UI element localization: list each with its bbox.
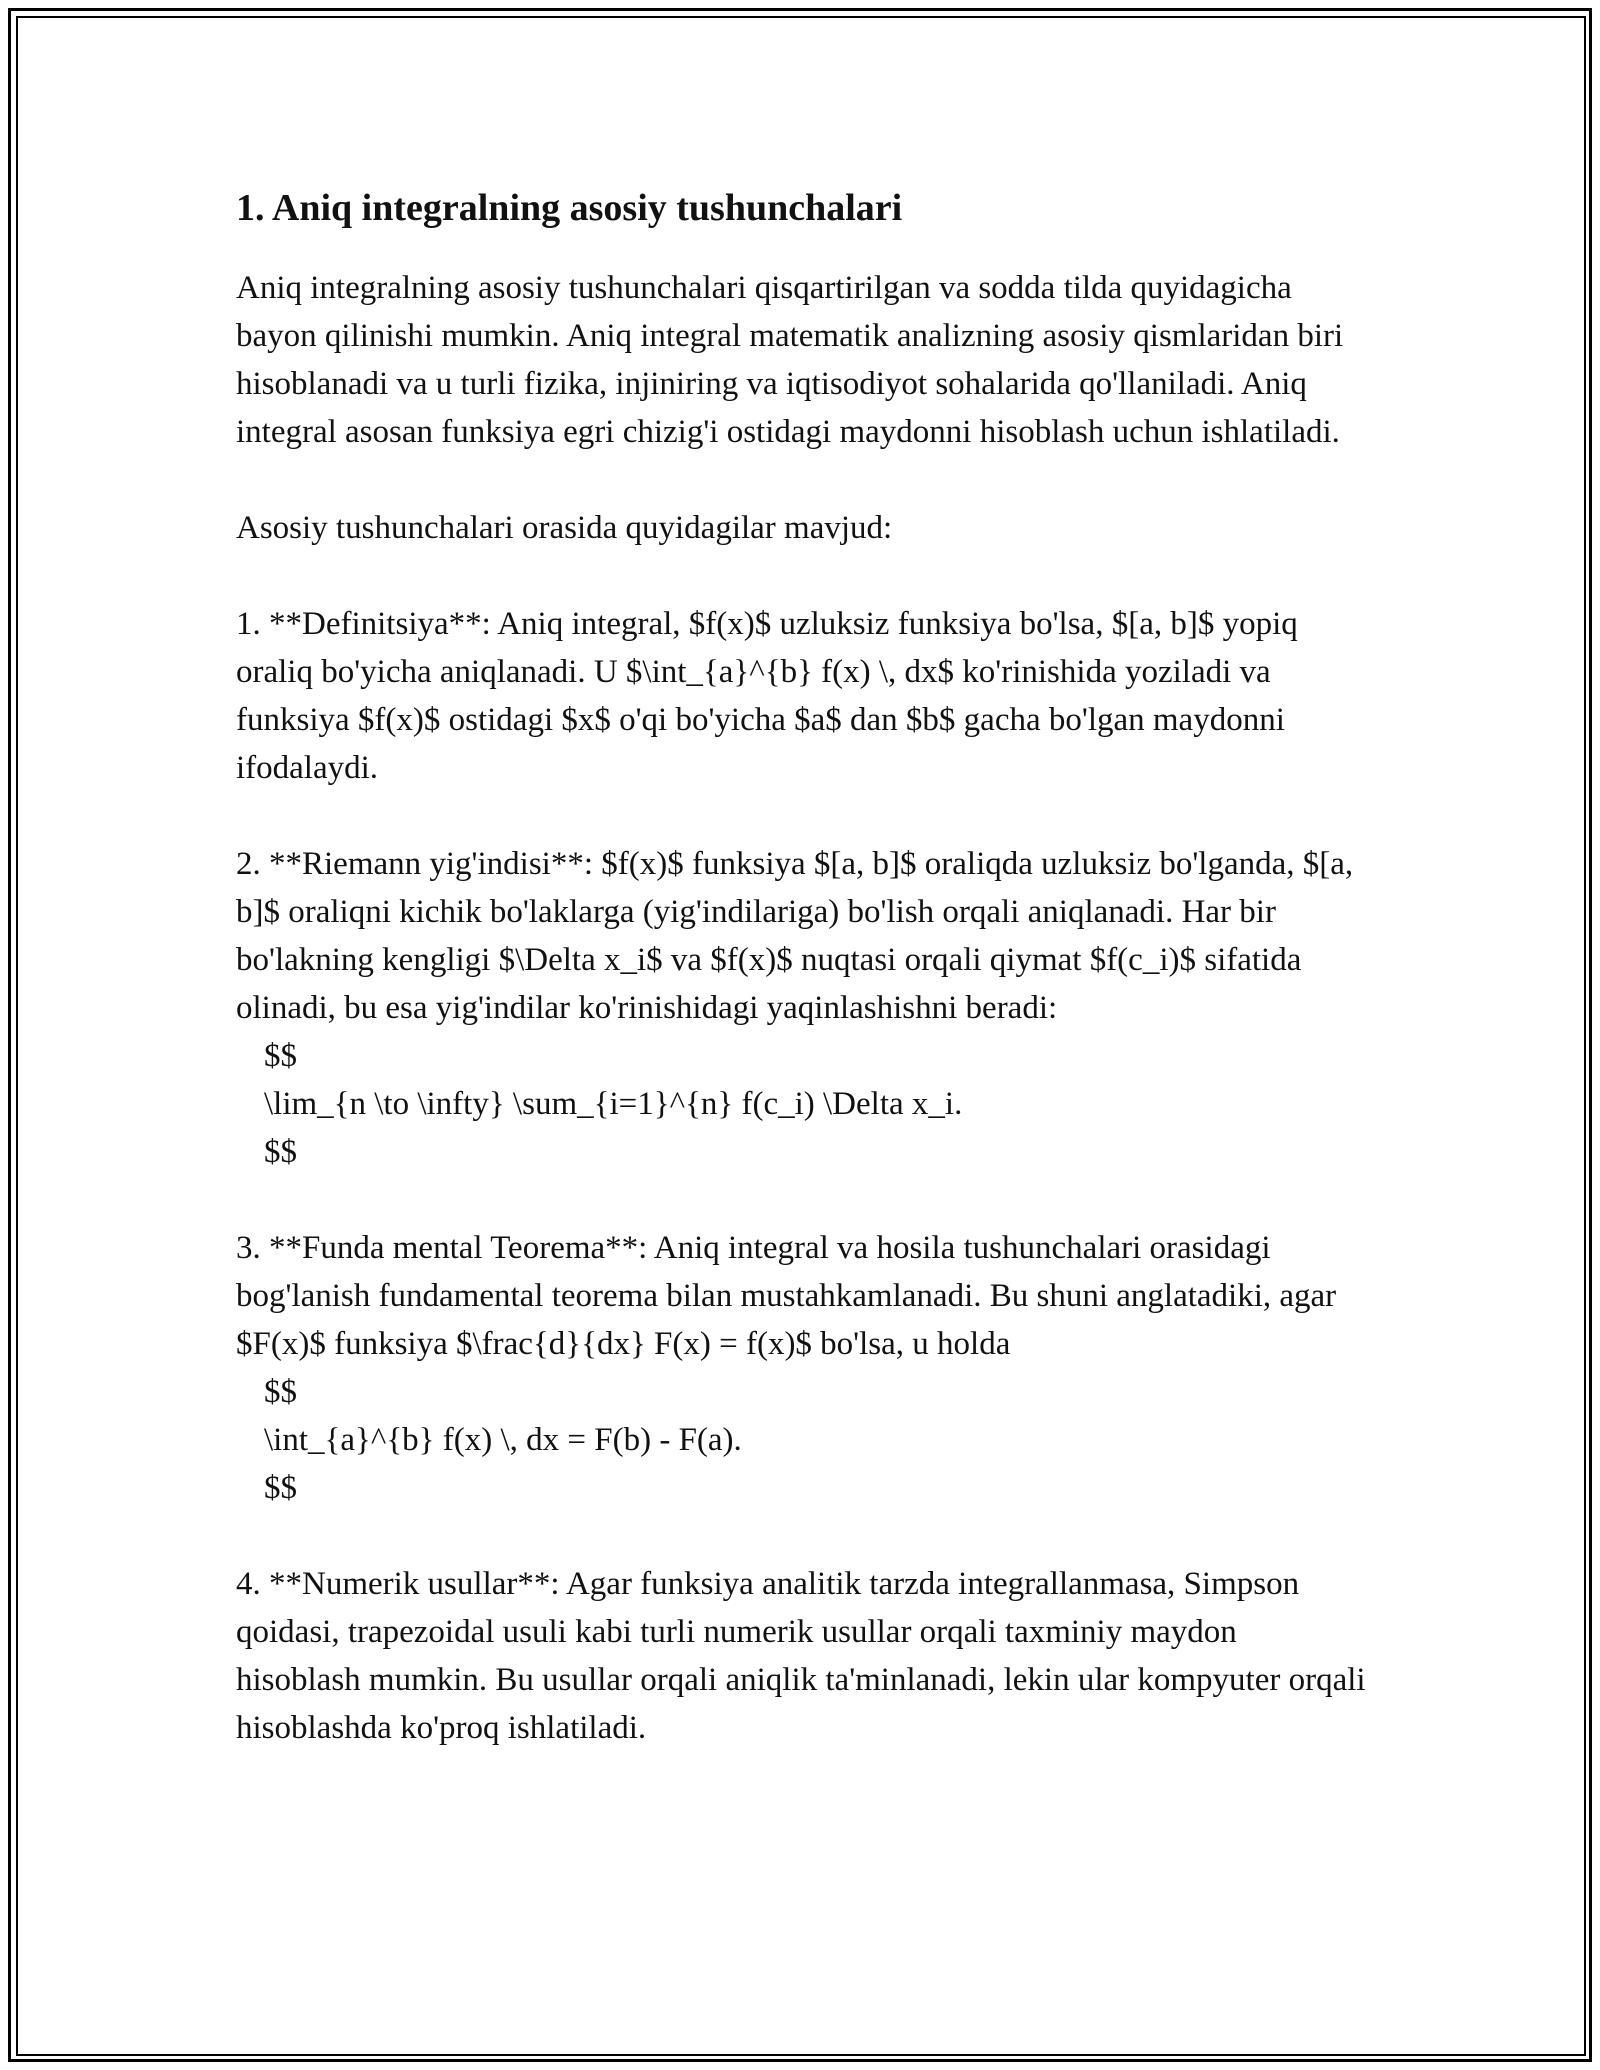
math-expression: \int_{a}^{b} f(x) \, dx = F(b) - F(a). <box>264 1421 742 1458</box>
item-fundamental-block <box>236 1224 1366 1512</box>
item-numeric-methods: 4. **Numerik usullar**: Agar funksiya analitik tarzda integrallanmasa, Simpson qoidasi, trapezoidal usuli kabi turli numerik usullar orqali taxminiy maydon hisoblash mumkin. Bu usullar orqali aniqlik ta'minlanadi, lekin ular kompyuter orqali hisoblashda ko'proq ishlatiladi. <box>236 1565 1366 1746</box>
math-delimiter-close: $$ <box>264 1469 297 1506</box>
document-body <box>236 186 1366 1800</box>
item-fundamental-theorem: 3. **Funda mental Teorema**: Aniq integral va hosila tushunchalari orasidagi bog'lanish fundamental teorema bilan mustahkamlanadi. Bu shuni anglatadiki, agar $F(x)$ funksiya $\frac{d}{dx} F(x) = f(x)$ bo'lsa, u holda <box>236 1229 1337 1362</box>
item-riemann-block <box>236 840 1366 1176</box>
intro-paragraph: Aniq integralning asosiy tushunchalari qisqartirilgan va sodda tilda quyidagicha bayon qilinishi mumkin. Aniq integral matematik analizning asosiy qismlaridan biri hisoblanadi va u turli fizika, injiniring va iqtisodiyot sohalarida qo'llaniladi. Aniq integral asosan funksiya egri chizig'i ostidagi maydonni hisoblash uchun ishlatiladi. <box>236 269 1344 450</box>
list-intro-paragraph: Asosiy tushunchalari orasida quyidagilar mavjud: <box>236 509 893 546</box>
math-delimiter-close: $$ <box>264 1133 297 1170</box>
math-delimiter-open: $$ <box>264 1037 297 1074</box>
item-riemann: 2. **Riemann yig'indisi**: $f(x)$ funksiya $[a, b]$ oraliqda uzluksiz bo'lganda, $[a, b]$ oraliqni kichik bo'laklarga (yig'indilariga) bo'lish orqali aniqlanadi. Har bir bo'lakning kengligi $\Delta x_i$ va $f(x)$ nuqtasi orqali qiymat $f(c_i)$ sifatida olinadi, bu esa yig'indilar ko'rinishidagi yaqinlashishni beradi: <box>236 845 1354 1026</box>
math-expression: \lim_{n \to \infty} \sum_{i=1}^{n} f(c_i) \Delta x_i. <box>264 1085 963 1122</box>
item-definition: 1. **Definitsiya**: Aniq integral, $f(x)$ uzluksiz funksiya bo'lsa, $[a, b]$ yopiq oraliq bo'yicha aniqlanadi. U $\int_{a}^{b} f(x) \, dx$ ko'rinishida yoziladi va funksiya $f(x)$ ostidagi $x$ o'qi bo'yicha $a$ dan $b$ gacha bo'lgan maydonni ifodalaydi. <box>236 605 1298 786</box>
math-delimiter-open: $$ <box>264 1373 297 1410</box>
section-heading: 1. Aniq integralning asosiy tushunchalari <box>236 187 903 229</box>
